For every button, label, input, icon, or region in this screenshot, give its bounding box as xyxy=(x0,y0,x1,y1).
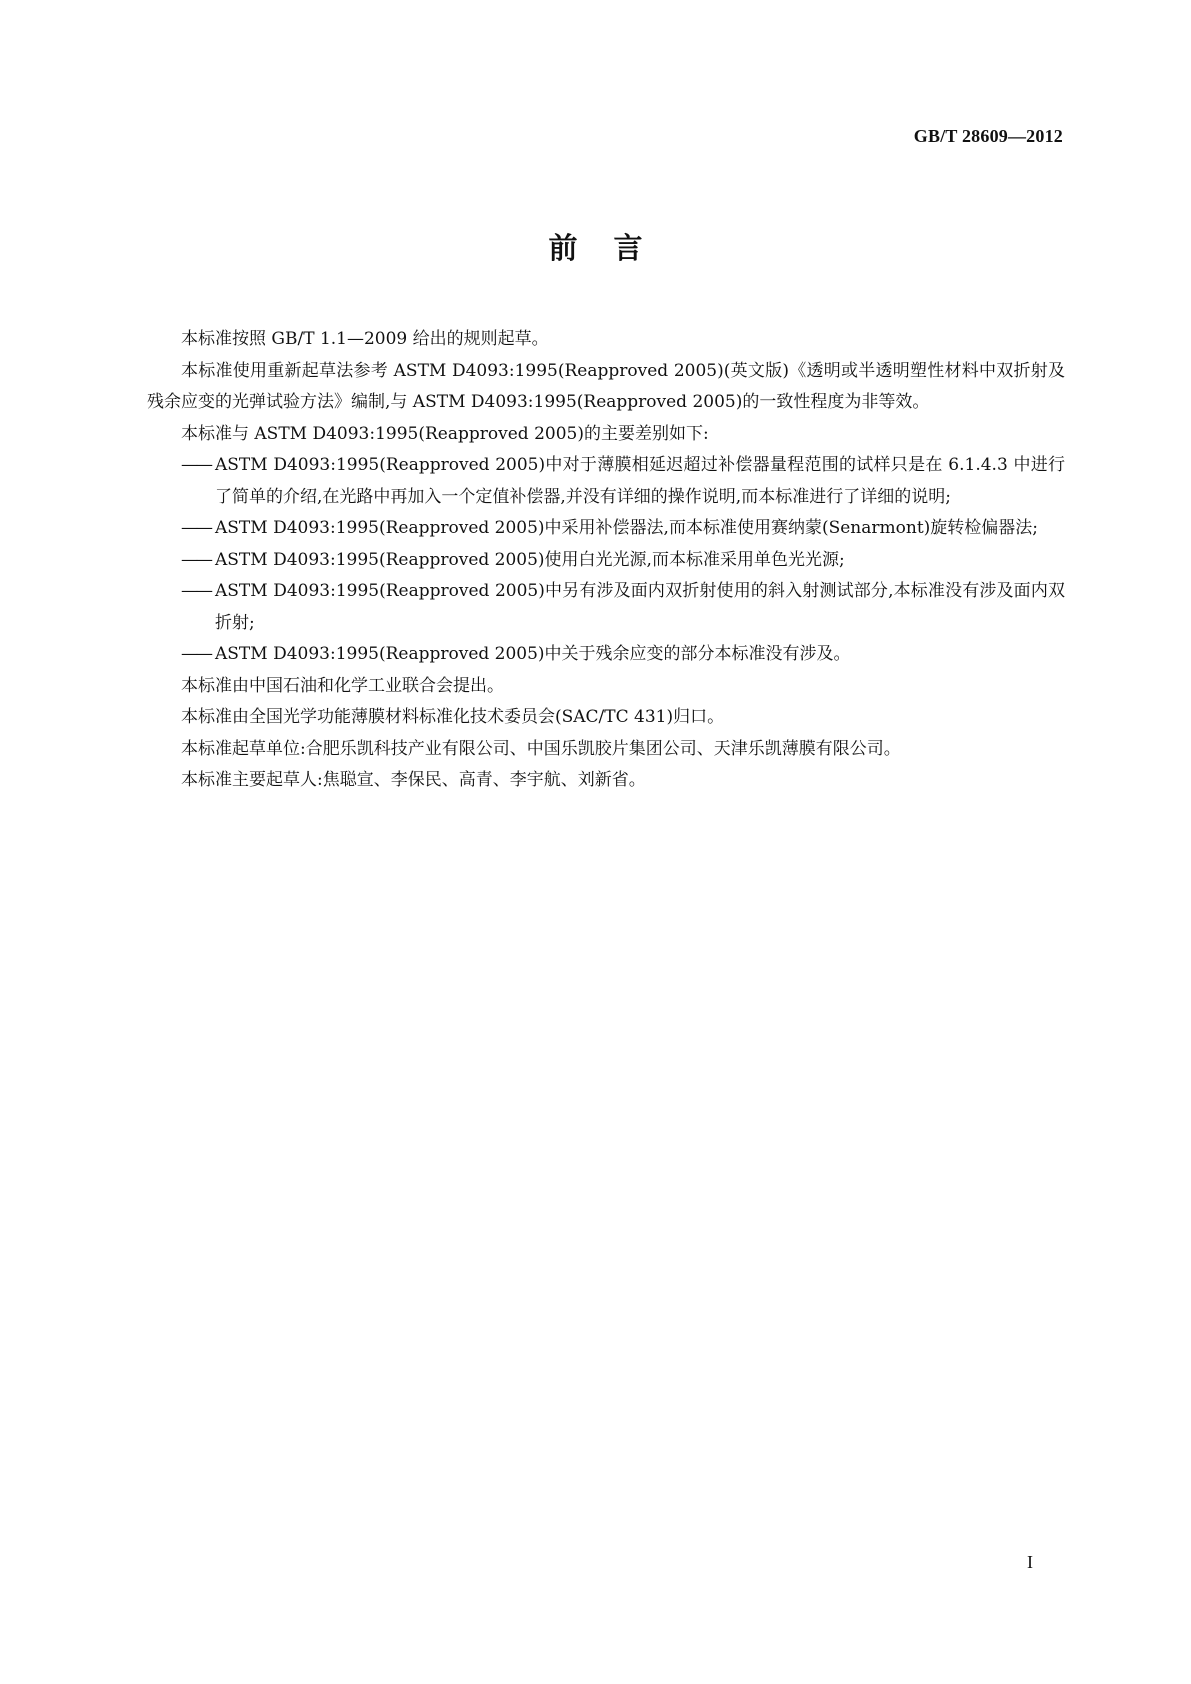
difference-item xyxy=(147,545,1065,577)
difference-item-text: ASTM D4093:1995(Reapproved 2005)中采用补偿器法,而本标准使用赛纳蒙(Senarmont)旋转检偏器法; xyxy=(215,518,1039,538)
dash-marker: —— xyxy=(181,581,211,601)
difference-item-text: ASTM D4093:1995(Reapproved 2005)中另有涉及面内双折射使用的斜入射测试部分,本标准没有涉及面内双折射; xyxy=(215,581,1065,633)
difference-item-text: ASTM D4093:1995(Reapproved 2005)中对于薄膜相延迟超过补偿器量程范围的试样只是在 6.1.4.3 中进行了简单的介绍,在光路中再加入一个定值补偿器,并没有详细的操作说明,而本标准进行了详细的说明; xyxy=(215,455,1065,507)
paragraph: 本标准主要起草人:焦聪宣、李保民、高青、李宇航、刘新省。 xyxy=(181,770,646,790)
difference-item xyxy=(147,639,1065,671)
page-title: 前言 xyxy=(548,231,679,265)
dash-marker: —— xyxy=(181,518,211,538)
document-body xyxy=(147,324,1065,797)
difference-item xyxy=(147,576,1065,639)
dash-marker: —— xyxy=(181,644,211,664)
standard-code: GB/T 28609—2012 xyxy=(913,126,1063,146)
difference-item-text: ASTM D4093:1995(Reapproved 2005)中关于残余应变的部分本标准没有涉及。 xyxy=(215,644,851,664)
paragraph: 本标准由全国光学功能薄膜材料标准化技术委员会(SAC/TC 431)归口。 xyxy=(181,707,725,727)
difference-item xyxy=(147,513,1065,545)
paragraph: 本标准与 ASTM D4093:1995(Reapproved 2005)的主要差别如下: xyxy=(181,423,709,444)
page-number: I xyxy=(1027,1552,1033,1572)
paragraph: 本标准使用重新起草法参考 ASTM D4093:1995(Reapproved 2005)(英文版)《透明或半透明塑性材料中双折射及残余应变的光弹试验方法》编制,与 ASTM D4093:1995(Reapproved 2005)的一致性程度为非等效。 xyxy=(147,360,1065,412)
dash-marker: —— xyxy=(181,549,211,570)
dash-marker: —— xyxy=(181,455,211,475)
difference-item-text: ASTM D4093:1995(Reapproved 2005)使用白光光源,而本标准采用单色光光源; xyxy=(215,549,845,570)
paragraph: 本标准按照 GB/T 1.1—2009 给出的规则起草。 xyxy=(181,329,549,349)
paragraph: 本标准起草单位:合肥乐凯科技产业有限公司、中国乐凯胶片集团公司、天津乐凯薄膜有限公司。 xyxy=(181,738,901,759)
paragraph: 本标准由中国石油和化学工业联合会提出。 xyxy=(181,675,504,696)
difference-item xyxy=(147,450,1065,513)
